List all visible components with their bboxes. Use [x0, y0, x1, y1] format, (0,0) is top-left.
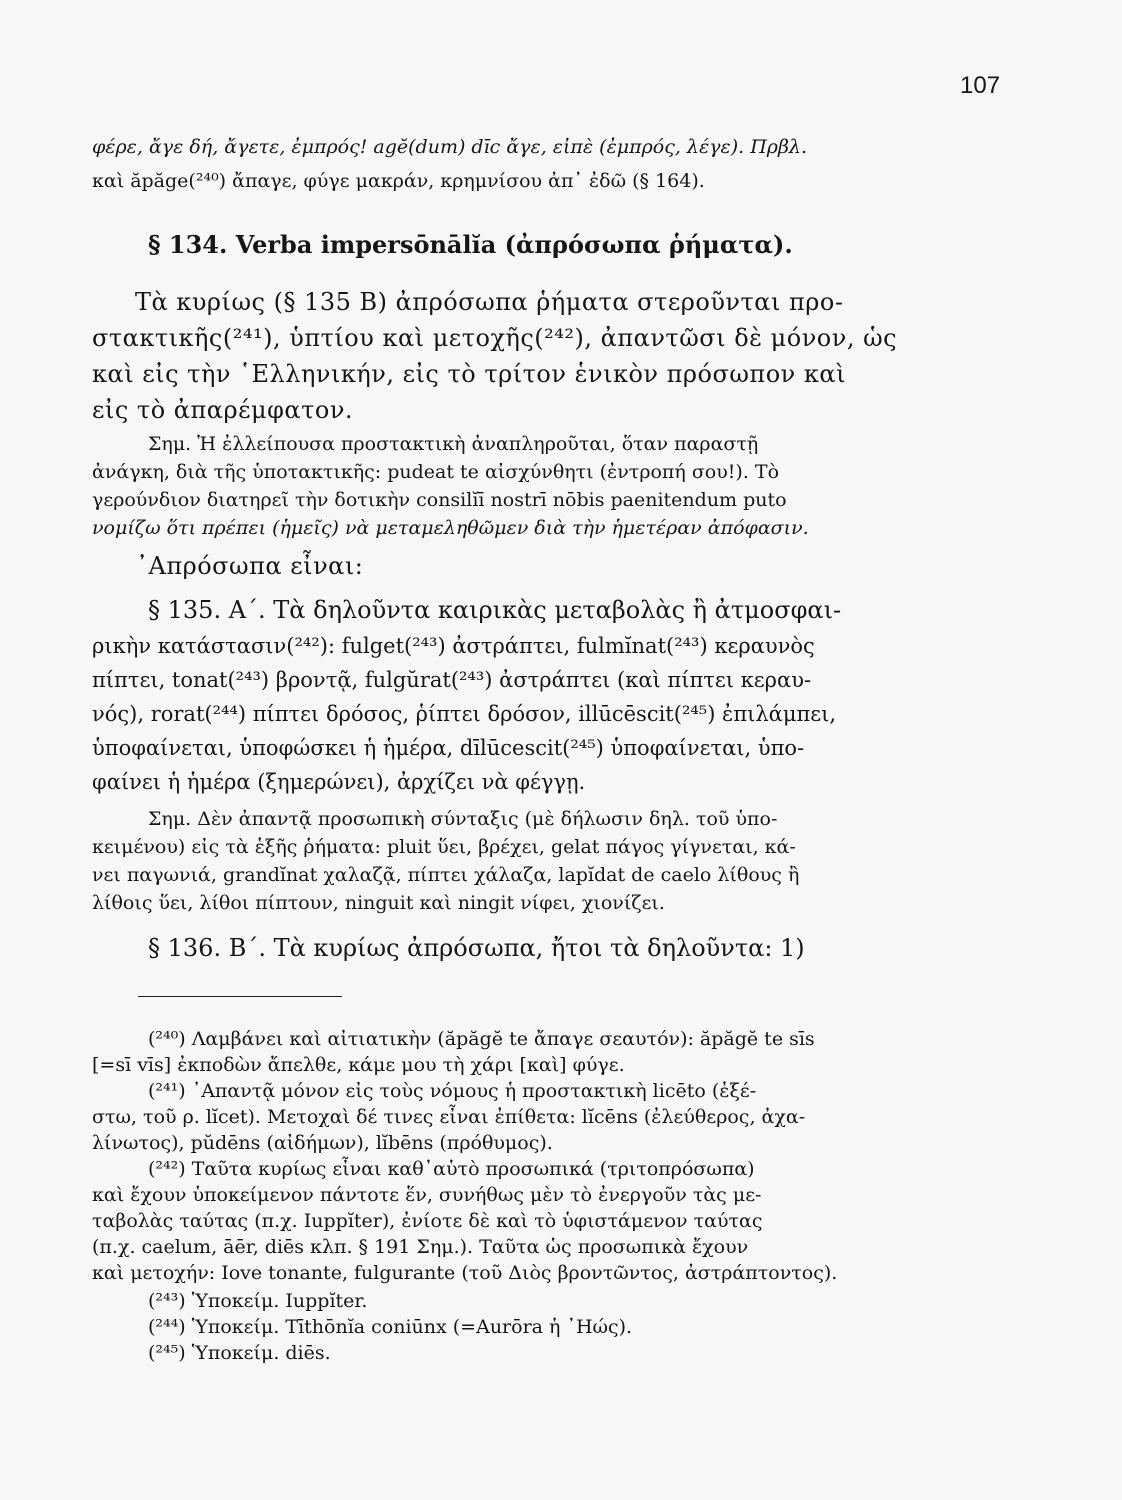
note-line: ἀνάγκη, διὰ τῆς ὑποτακτικῆς: pudeat te αἰσχύνθητι (ἐντροπή σου!). Τὸ: [92, 461, 780, 483]
section-135-line: νός), rorat(²⁴⁴) πίπτει δρόσος, ῥίπτει δρόσον, illūcēscit(²⁴⁵) ἐπιλάμπει,: [92, 702, 837, 726]
section-135-line: ὑποφαίνεται, ὑποφώσκει ἡ ἡμέρα, dīlūcescit(²⁴⁵) ὑποφαίνεται, ὑπο-: [92, 736, 805, 760]
page-number: 107: [960, 72, 1001, 99]
text-line: φέρε, ἄγε δή, ἄγετε, ἐμπρός! agĕ(dum) dīc ἄγε, εἰπὲ (ἐμπρός, λέγε). Πρβλ.: [92, 136, 808, 158]
footnote-divider: [138, 996, 342, 997]
section-heading-134: § 134. Verba impersōnālĭa (ἀπρόσωπα ῥήματα).: [148, 230, 793, 259]
section-heading-136: § 136. Β΄. Τὰ κυρίως ἀπρόσωπα, ἤτοι τὰ δηλοῦντα: 1): [148, 934, 805, 962]
footnote-line: καὶ μετοχήν: Iove tonante, fulgurante (τοῦ Διὸς βροντῶντος, ἀστράπτοντος).: [92, 1262, 838, 1284]
footnote-line: (π.χ. caelum, āēr, diēs κλπ. § 191 Σημ.). Ταῦτα ὡς προσωπικὰ ἔχουν: [92, 1236, 749, 1258]
note-line: γερούνδιον διατηρεῖ τὴν δοτικὴν consilĭī nostrī nōbis paenitendum puto: [92, 489, 787, 511]
section-135-line: πίπτει, tonat(²⁴³) βροντᾷ, fulgŭrat(²⁴³) ἀστράπτει (καὶ πίπτει κεραυ-: [92, 668, 812, 692]
footnote-line: (²⁴²) Ταῦτα κυρίως εἶναι καθ᾽αὑτὸ προσωπικά (τριτοπρόσωπα): [148, 1158, 755, 1180]
paragraph-line: Τὰ κυρίως (§ 135 Β) ἀπρόσωπα ῥήματα στεροῦνται προ-: [135, 288, 844, 316]
note-line: νει παγωνιά, grandĭnat χαλαζᾷ, πίπτει χάλαζα, lapĭdat de caelo λίθους ἢ: [92, 864, 800, 886]
footnote-line: λίνωτος), pŭdēns (αἰδήμων), lĭbēns (πρόθυμος).: [92, 1132, 553, 1154]
paragraph-line: στακτικῆς(²⁴¹), ὑπτίου καὶ μετοχῆς(²⁴²), ἀπαντῶσι δὲ μόνον, ὡς: [92, 324, 898, 352]
paragraph-line: καὶ εἰς τὴν ῾Ελληνικήν, εἰς τὸ τρίτον ἑνικὸν πρόσωπον καὶ: [92, 360, 846, 388]
note-line: Σημ. Δὲν ἀπαντᾷ προσωπικὴ σύνταξις (μὲ δήλωσιν δηλ. τοῦ ὑπο-: [148, 808, 778, 830]
footnote-line: ταβολὰς ταύτας (π.χ. Iuppĭter), ἐνίοτε δὲ καὶ τὸ ὑφιστάμενον ταύτας: [92, 1210, 763, 1232]
footnote-line: (²⁴⁰) Λαμβάνει καὶ αἰτιατικὴν (ăpăgĕ te ἄπαγε σεαυτόν): ăpăgĕ te sīs: [148, 1028, 815, 1050]
footnote-line: (²⁴⁴) Ὑποκείμ. Tīthōnĭa coniūnx (=Aurōra ἡ ᾿Ηώς).: [148, 1316, 633, 1338]
section-135-line: ρικὴν κατάστασιν(²⁴²): fulget(²⁴³) ἀστράπτει, fulmĭnat(²⁴³) κεραυνὸς: [92, 634, 815, 658]
section-135-line: φαίνει ἡ ἡμέρα (ξημερώνει), ἀρχίζει νὰ φέγγῃ.: [92, 770, 586, 794]
footnote-line: (²⁴⁵) Ὑποκείμ. diēs.: [148, 1342, 331, 1364]
note-line: κειμένου) εἰς τὰ ἑξῆς ῥήματα: pluit ὕει, βρέχει, gelat πάγος γίγνεται, κά-: [92, 836, 796, 858]
footnote-line: [=sī vīs] ἐκποδὼν ἄπελθε, κάμε μου τὴ χάρι [καὶ] φύγε.: [92, 1054, 625, 1076]
note-line: λίθοις ὕει, λίθοι πίπτουν, ninguit καὶ ningit νίφει, χιονίζει.: [92, 892, 665, 914]
note-line: Σημ. Ἡ ἐλλείπουσα προστακτικὴ ἀναπληροῦται, ὅταν παραστῇ: [148, 433, 759, 455]
text-line: καὶ ăpăge(²⁴⁰) ἄπαγε, φύγε μακράν, κρημνίσου ἀπ᾽ ἐδῶ (§ 164).: [92, 170, 705, 192]
aprosopa-heading: ᾿Απρόσωπα εἶναι:: [136, 552, 364, 580]
footnote-line: (²⁴¹) ᾿Απαντᾷ μόνον εἰς τοὺς νόμους ἡ προστακτικὴ licēto (ἐξέ-: [148, 1080, 757, 1102]
note-line: νομίζω ὅτι πρέπει (ἡμεῖς) νὰ μεταμεληθῶμεν διὰ τὴν ἡμετέραν ἀπόφασιν.: [92, 517, 809, 539]
section-135-line: § 135. Α΄. Τὰ δηλοῦντα καιρικὰς μεταβολὰς ἢ ἀτμοσφαι-: [148, 596, 842, 624]
footnote-line: στω, τοῦ ρ. lĭcet). Μετοχαὶ δέ τινες εἶναι ἐπίθετα: lĭcēns (ἐλεύθερος, ἀχα-: [92, 1106, 806, 1128]
paragraph-line: εἰς τὸ ἀπαρέμφατον.: [92, 396, 354, 424]
footnote-line: καὶ ἔχουν ὑποκείμενον πάντοτε ἕν, συνήθως μὲν τὸ ἐνεργοῦν τὰς με-: [92, 1184, 762, 1206]
footnote-line: (²⁴³) Ὑποκείμ. Iuppĭter.: [148, 1290, 368, 1312]
